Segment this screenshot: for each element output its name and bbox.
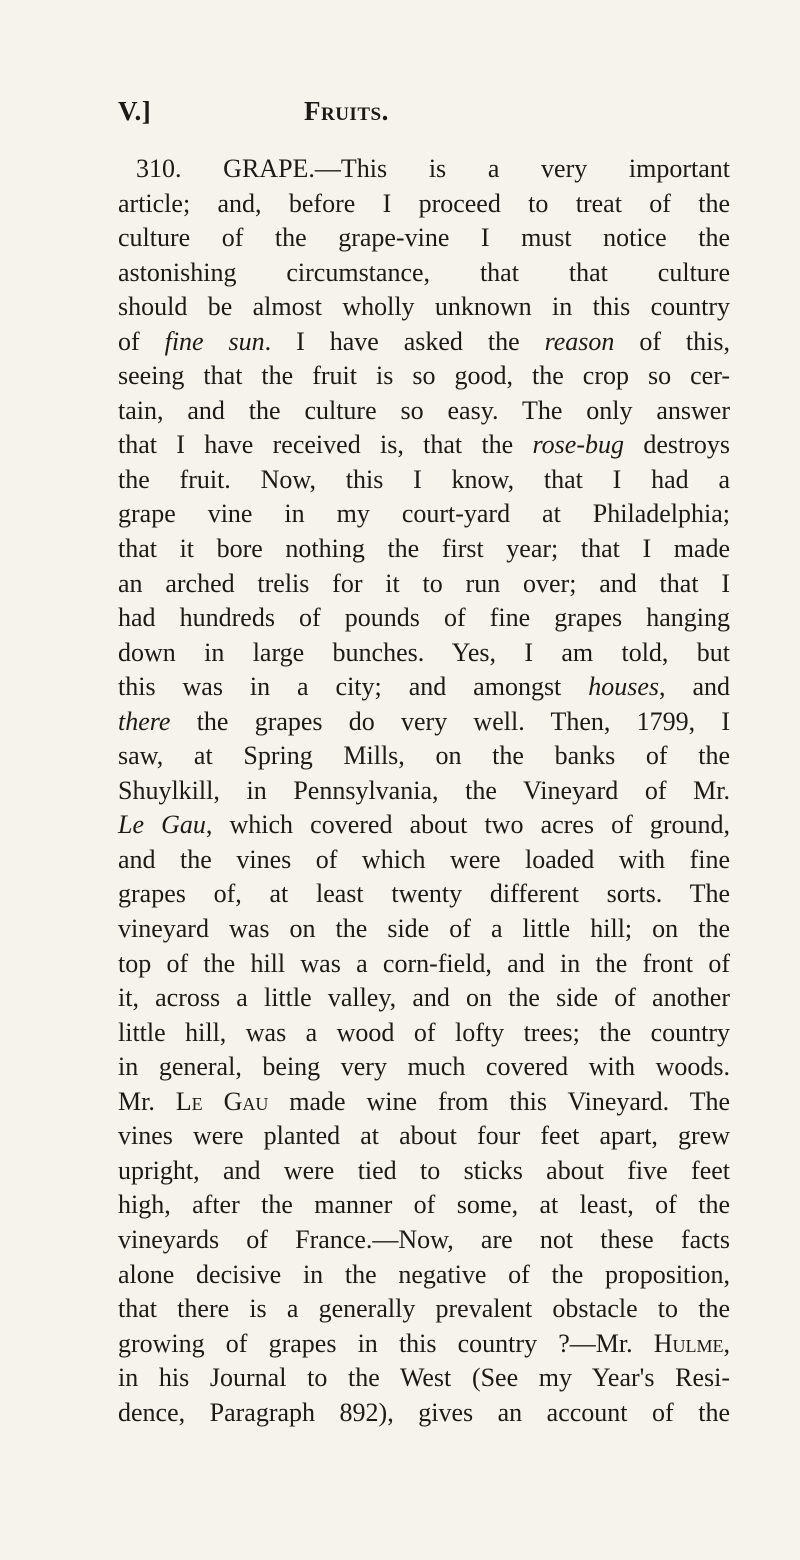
italic-phrase: rose-bug [532,430,625,460]
italic-phrase: there [118,706,171,736]
text-line [118,1085,730,1120]
text-segment: in his Journal to the West (See my Year's Resi- [118,1363,730,1393]
page-title: Fruits. [304,96,389,126]
text-line [118,256,730,291]
italic-phrase: fine sun [164,326,265,356]
text-segment: Shuylkill, in Pennsylvania, the Vineyard of Mr. [118,775,730,805]
text-segment: seeing that the fruit is so good, the crop so cer- [118,361,730,391]
text-segment: that I have received is, that the [118,430,533,460]
text-segment: down in large bunches. Yes, I am told, but [118,637,730,667]
text-segment: top of the hill was a corn-field, and in the front of [118,948,730,978]
text-segment: growing of grapes in this country ?—Mr. [118,1328,654,1358]
paragraph-heading: GRAPE. [223,154,315,183]
text-segment: vines were planted at about four feet apart, grew [118,1121,730,1151]
text-line [118,601,730,636]
text-line [118,636,730,671]
text-segment: saw, at Spring Mills, on the banks of the [118,741,730,771]
small-caps-name: Hulme [653,1328,724,1358]
text-line [118,1188,730,1223]
text-segment: dence, Paragraph 892), gives an account of the [118,1397,730,1427]
text-segment: vineyard was on the side of a little hill; on the [118,914,730,944]
text-line [118,912,730,947]
text-line [118,152,730,187]
text-line [118,1223,730,1258]
text-line [118,1050,730,1085]
text-line [118,1119,730,1154]
text-segment: it, across a little valley, and on the side of another [118,983,730,1013]
italic-phrase: reason [544,326,615,356]
text-segment: high, after the manner of some, at least, of the [118,1190,730,1220]
running-head [118,96,718,136]
text-segment: the fruit. Now, this I know, that I had a [118,464,730,494]
text-line [118,1327,730,1362]
text-segment: culture of the grape-vine I must notice the [118,223,730,253]
text-line [118,981,730,1016]
text-segment: had hundreds of pounds of fine grapes hanging [118,603,730,633]
text-line [118,187,730,222]
text-line [118,705,730,740]
text-segment: that there is a generally prevalent obstacle to the [118,1294,730,1324]
text-line [118,463,730,498]
text-segment: little hill, was a wood of lofty trees; the country [118,1017,730,1047]
text-segment: of this, [614,326,730,356]
text-line [118,1292,730,1327]
text-segment: of [118,326,165,356]
text-segment: upright, and were tied to sticks about five feet [118,1155,730,1185]
text-line [118,843,730,878]
text-segment: Mr. [118,1086,176,1116]
text-line [118,808,730,843]
paragraph-310 [118,152,730,1430]
text-segment: alone decisive in the negative of the proposition, [118,1259,730,1289]
text-segment: astonishing circumstance, that that culture [118,257,730,287]
text-line [118,877,730,912]
italic-phrase: Le Gau [118,810,206,840]
text-line [118,359,730,394]
text-line [118,1258,730,1293]
text-segment: that it bore nothing the first year; that I made [118,534,730,564]
text-segment: destroys [624,430,730,460]
italic-phrase: houses [588,672,660,702]
text-line [118,290,730,325]
text-segment: the grapes do very well. Then, 1799, I [170,706,730,736]
text-segment: an arched trelis for it to run over; and that I [118,568,730,598]
text-segment: and the vines of which were loaded with fine [118,844,730,874]
text-line [118,947,730,982]
paragraph-number: 310. [136,154,182,183]
section-number: V.] [118,96,152,126]
text-segment: —This is a very important [314,154,730,183]
text-segment: grape vine in my court-yard at Philadelphia; [118,499,730,529]
text-segment: this was in a city; and amongst [118,672,589,702]
text-line [118,394,730,429]
small-caps-name: Le Gau [175,1086,269,1116]
text-line [118,221,730,256]
text-line [118,325,730,360]
text-line [118,1361,730,1396]
text-segment: in general, being very much covered with woods. [118,1052,730,1082]
text-line [118,497,730,532]
text-segment: made wine from this Vineyard. The [268,1086,730,1116]
text-line [118,739,730,774]
text-line [118,1154,730,1189]
text-segment: vineyards of France.—Now, are not these facts [118,1224,730,1254]
text-line [118,1016,730,1051]
text-segment: , [723,1328,730,1358]
text-segment: should be almost wholly unknown in this country [118,292,730,322]
text-segment: grapes of, at least twenty different sorts. The [118,879,730,909]
text-line [118,567,730,602]
text-line [118,774,730,809]
text-segment: , which covered about two acres of ground, [205,810,731,840]
text-line [118,532,730,567]
text-line [118,428,730,463]
text-line [118,670,730,705]
text-line [118,1396,730,1431]
text-segment: article; and, before I proceed to treat of the [118,188,730,218]
text-segment: tain, and the culture so easy. The only answer [118,395,730,425]
text-segment: , and [659,672,730,702]
text-segment: . I have asked the [264,326,545,356]
